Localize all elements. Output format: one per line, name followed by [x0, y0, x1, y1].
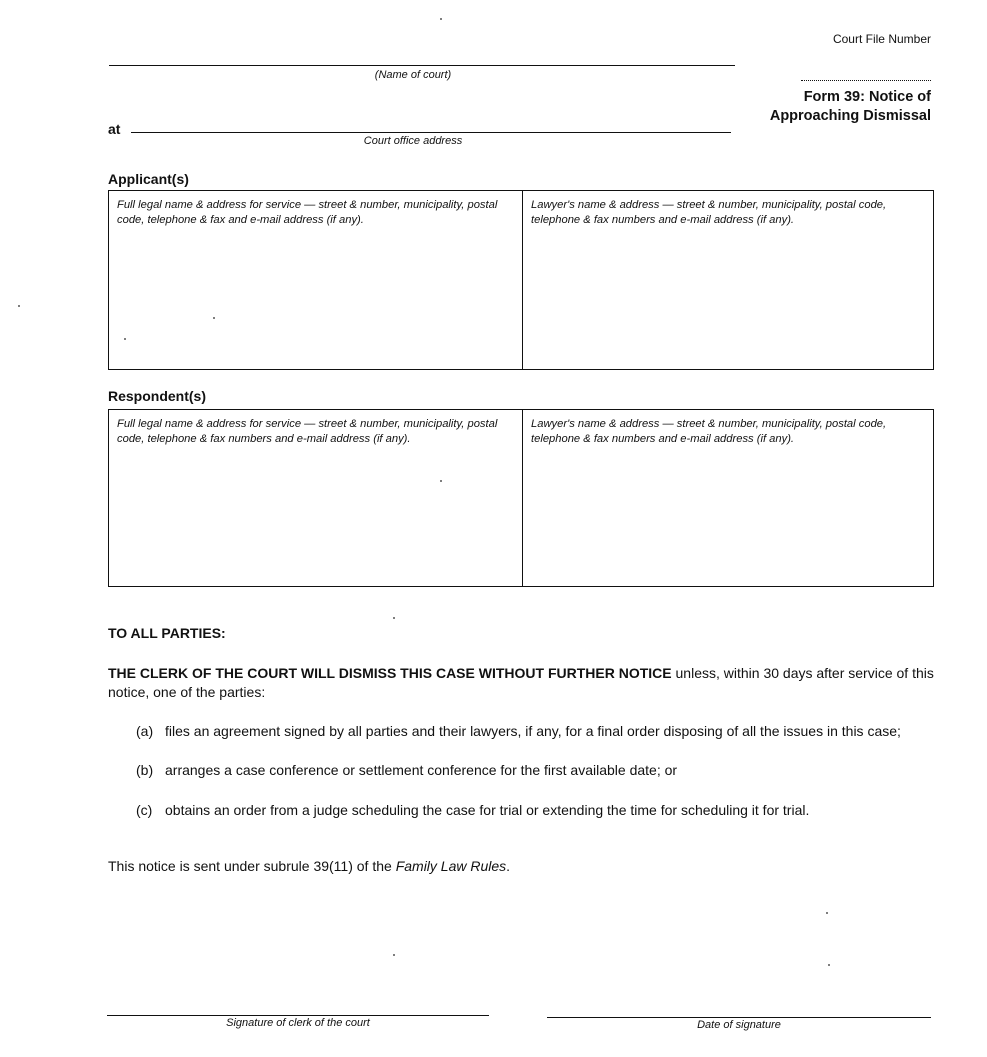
date-of-signature-caption: Date of signature: [697, 1019, 781, 1031]
applicant-lawyer-cell[interactable]: [523, 191, 933, 369]
scan-speck: [440, 480, 442, 482]
court-file-number-field[interactable]: [801, 80, 931, 81]
respondent-lawyer-cell[interactable]: [523, 410, 933, 586]
form-title: [700, 88, 931, 126]
list-item: [136, 801, 936, 820]
scan-speck: [18, 305, 20, 307]
form-title-line2: Approaching Dismissal: [769, 108, 931, 124]
list-text: files an agreement signed by all parties and their lawyers, if any, for a final order disposing of all the issues in this case;: [165, 723, 901, 739]
scan-speck: [828, 964, 830, 966]
list-item: [136, 722, 936, 741]
form-title-line1: Form 39: Notice of: [803, 89, 931, 105]
scan-speck: [213, 317, 215, 319]
list-text: obtains an order from a judge scheduling the case for trial or extending the time for scheduling it for trial.: [165, 802, 810, 818]
subrule-prefix: This notice is sent under subrule 39(11) of the: [108, 858, 396, 874]
applicants-heading: Applicant(s): [108, 171, 189, 187]
scan-speck: [393, 954, 395, 956]
list-text: arranges a case conference or settlement conference for the first available date; or: [165, 762, 678, 778]
clerk-signature-caption: Signature of clerk of the court: [226, 1017, 370, 1029]
scan-speck: [440, 18, 442, 20]
scan-speck: [826, 912, 828, 914]
respondents-box: [108, 409, 934, 587]
family-law-rules-title: Family Law Rules: [395, 858, 507, 874]
court-file-number-label: Court File Number: [832, 32, 931, 46]
scan-speck: [124, 338, 126, 340]
subrule-statement: [108, 857, 936, 876]
applicant-party-cell[interactable]: [109, 191, 523, 369]
conditions-list: [136, 722, 936, 820]
scan-speck: [393, 617, 395, 619]
list-item: [136, 761, 936, 780]
name-of-court-field[interactable]: [109, 65, 735, 66]
clerk-signature-field[interactable]: [107, 1015, 489, 1016]
list-marker: (b): [136, 762, 154, 778]
date-of-signature-field[interactable]: [547, 1017, 931, 1018]
list-marker: (c): [136, 802, 153, 818]
at-label: at: [108, 121, 121, 137]
subrule-suffix: .: [506, 858, 511, 874]
clerk-statement: [108, 664, 936, 702]
applicant-lawyer-instructions: Lawyer's name & address — street & number, municipality, postal code, telephone & fax numbers and e-mail address (if any).: [531, 199, 887, 226]
court-office-address-caption: Court office address: [363, 135, 463, 147]
respondent-party-instructions: Full legal name & address for service — street & number, municipality, postal code, telephone & fax numbers and e-mail address (if any).: [117, 418, 498, 445]
respondents-heading: Respondent(s): [108, 388, 206, 404]
clerk-statement-bold: THE CLERK OF THE COURT WILL DISMISS THIS CASE WITHOUT FURTHER NOTICE: [108, 665, 672, 681]
respondent-lawyer-instructions: Lawyer's name & address — street & number, municipality, postal code, telephone & fax numbers and e-mail address (if any).: [531, 418, 887, 445]
applicant-party-instructions: Full legal name & address for service — street & number, municipality, postal code, telephone & fax and e-mail address (if any).: [117, 199, 498, 226]
court-office-address-field[interactable]: [131, 132, 731, 133]
name-of-court-caption: (Name of court): [374, 69, 452, 81]
respondent-party-cell[interactable]: [109, 410, 523, 586]
list-marker: (a): [136, 723, 154, 739]
clerk-statement-rest: unless, within 30 days after service of this notice, one of the parties:: [108, 665, 934, 700]
to-all-parties-heading: TO ALL PARTIES:: [108, 625, 226, 641]
applicants-box: [108, 190, 934, 370]
